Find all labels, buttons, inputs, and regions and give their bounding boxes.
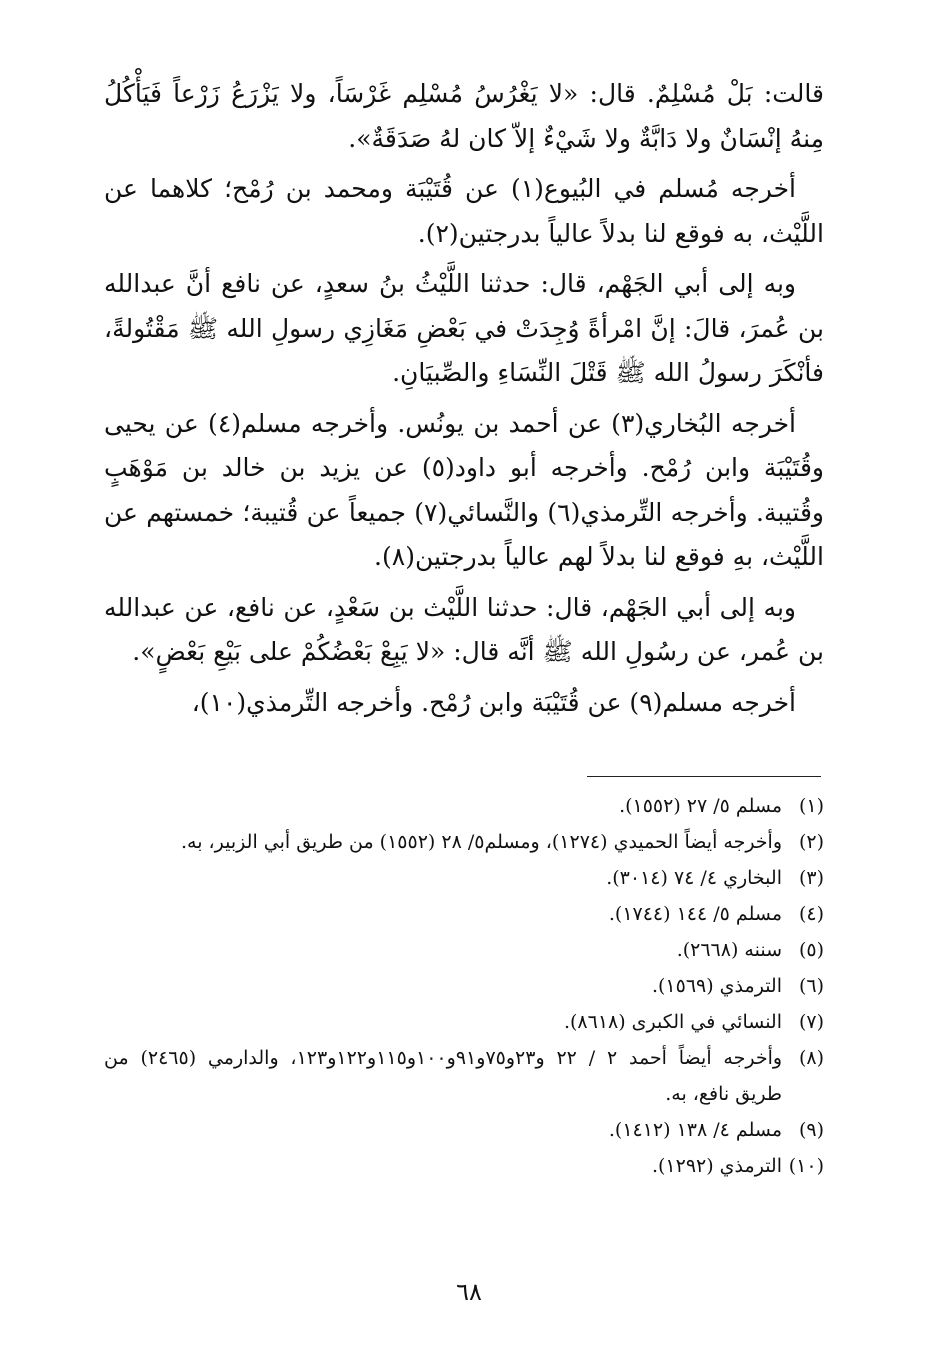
footnote-number: (٤) [798,903,824,925]
footnote-text: وأخرجه أيضاً أحمد ٢ / ٢٢ و٢٣و٧٥و٩١و١٠٠و١١٥و١٢٢و١٢٣، والدارمي (٢٤٦٥) من طريق نافع، به. [104,1047,783,1105]
footnote-text: مسلم ٥/ ١٤٤ (١٧٤٤). [608,903,782,925]
paragraph-4: أخرجه البُخاري(٣) عن أحمد بن يونُس. وأخرجه مسلم(٤) عن يحيى وقُتَيْبَة وابن رُمْح. وأخرجه أبو داود(٥) عن يزيد بن خالد بن مَوْهَبٍ وقُتيبة. وأخرجه التِّرمذي(٦) والنَّسائي(٧) جميعاً عن قُتيبة؛ خمستهم عن اللَّيْث، بهِ فوقع لنا بدلاً لهم عالياً بدرجتين(٨). [104,408,824,571]
footnote [104,968,824,1004]
footnote [104,1004,824,1040]
footnote-number: (٨) [798,1047,824,1069]
footnote-number: (١) [798,795,824,817]
paragraph-3: وبه إلى أبي الجَهْم، قال: حدثنا اللَّيْثُ بنُ سعدٍ، عن نافع أنَّ عبدالله بن عُمرَ، قالَ: إنَّ امْرأةً وُجِدَتْ في بَعْضِ مَغَازِي رسولِ الله ﷺ مَقْتُولةً، فأنْكَرَ رسولُ الله ﷺ قَتْلَ النِّسَاءِ والصِّبيَانِ. [104,269,824,387]
footnote [104,824,824,860]
footnote [104,896,824,932]
footnote-number: (٦) [798,975,824,997]
footnotes [104,788,824,1184]
footnote-number: (٢) [798,831,824,853]
footnote [104,1148,824,1184]
footnote-number: (٥) [798,939,824,961]
main-text [104,72,824,731]
page-number: ٦٨ [456,1278,482,1306]
footnote [104,932,824,968]
footnote-text: مسلم ٤/ ١٣٨ (١٤١٢). [608,1119,782,1141]
footnote-text: مسلم ٥/ ٢٧ (١٥٥٢). [619,795,782,817]
footnote-number: (٩) [798,1119,824,1141]
footnote [104,1112,824,1148]
footnote [104,860,824,896]
footnote-separator [587,776,821,777]
footnote [104,788,824,824]
footnote-text: النسائي في الكبرى (٨٦١٨). [563,1011,782,1033]
footnote-text: الترمذي (١٥٦٩). [651,975,782,997]
paragraph-5: وبه إلى أبي الجَهْم، قال: حدثنا اللَّيْث بن سَعْدٍ، عن نافع، عن عبدالله بن عُمر، عن رسُولِ الله ﷺ أنَّه قال: «لا يَبِعْ بَعْضُكُمْ على بَيْعِ بَعْضٍ». [104,592,824,666]
footnote-text: وأخرجه أيضاً الحميدي (١٢٧٤)، ومسلم٥/ ٢٨ (١٥٥٢) من طريق أبي الزبير، به. [180,831,782,853]
footnote-text: البخاري ٤/ ٧٤ (٣٠١٤). [606,867,782,889]
footnote-number: (٣) [798,867,824,889]
footnote [104,1040,824,1112]
paragraph-2: أخرجه مُسلم في البُيوع(١) عن قُتَيْبَة ومحمد بن رُمْح؛ كلاهما عن اللَّيْث، به فوقع لنا بدلاً عالياً بدرجتين(٢). [104,174,824,248]
footnote-text: الترمذي (١٢٩٢). [651,1155,782,1177]
paragraph-1: قالت: بَلْ مُسْلِمٌ. قال: «لا يَغْرُسُ مُسْلِم غَرْسَاً، ولا يَزْرَعُ زَرْعاً فَيَأْكُلُ مِنهُ إنْسَانٌ ولا دَابَّةٌ ولا شَيْءٌ إلاّ كان لهُ صَدَقَةٌ». [104,79,824,153]
footnote-text: سننه (٢٦٦٨). [676,939,782,961]
footnote-number: (٧) [798,1011,824,1033]
footnote-number: (١٠) [788,1155,824,1177]
paragraph-6: أخرجه مسلم(٩) عن قُتَيْبَة وابن رُمْح. وأخرجه التِّرمذي(١٠)، [191,687,796,717]
